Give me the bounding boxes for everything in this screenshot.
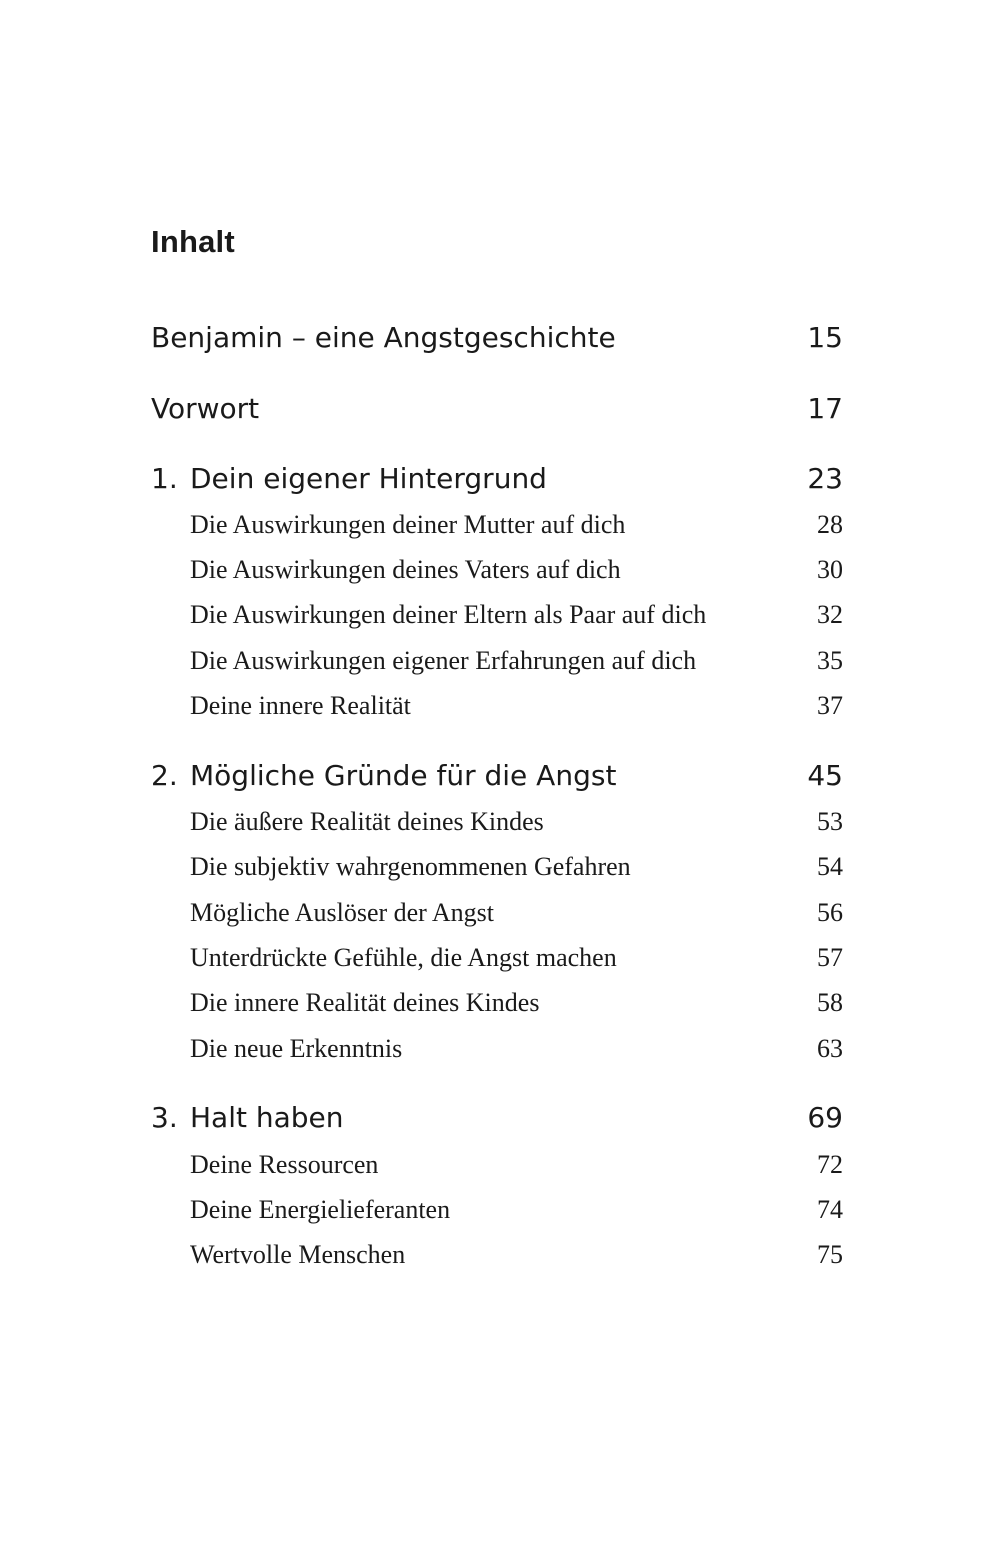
toc-section bbox=[151, 805, 843, 839]
chapter-title: Dein eigener Hintergrund bbox=[190, 462, 547, 495]
chapter-page: 69 bbox=[807, 1101, 843, 1134]
toc-entry-label: Vorwort bbox=[151, 392, 260, 425]
chapter-title: Mögliche Gründe für die Angst bbox=[190, 759, 617, 792]
section-label: Die Auswirkungen deiner Mutter auf dich bbox=[190, 510, 626, 539]
section-page: 56 bbox=[817, 898, 843, 927]
section-label: Mögliche Auslöser der Angst bbox=[190, 898, 495, 927]
toc-chapter-1 bbox=[151, 459, 843, 499]
section-page: 30 bbox=[817, 555, 843, 584]
chapter-number: 1. bbox=[151, 462, 178, 495]
section-label: Die innere Realität deines Kindes bbox=[190, 988, 540, 1017]
section-label: Wertvolle Menschen bbox=[190, 1240, 406, 1269]
chapter-heading bbox=[151, 1098, 344, 1138]
section-label: Unterdrückte Gefühle, die Angst machen bbox=[190, 943, 617, 972]
toc-section bbox=[151, 553, 843, 587]
section-page: 54 bbox=[817, 852, 843, 881]
toc-title: Inhalt bbox=[151, 224, 235, 259]
section-page: 75 bbox=[817, 1240, 843, 1269]
toc-section bbox=[151, 598, 843, 632]
section-label: Deine Ressourcen bbox=[190, 1150, 379, 1179]
toc-section bbox=[151, 941, 843, 975]
toc-section bbox=[151, 644, 843, 678]
section-page: 28 bbox=[817, 510, 843, 539]
chapter-page: 23 bbox=[807, 462, 843, 495]
section-page: 74 bbox=[817, 1195, 843, 1224]
toc-entry-label: Benjamin – eine Angstgeschichte bbox=[151, 321, 616, 354]
toc-section bbox=[151, 508, 843, 542]
section-label: Die äußere Realität deines Kindes bbox=[190, 807, 544, 836]
toc-chapter-2 bbox=[151, 756, 843, 796]
chapter-heading bbox=[151, 459, 547, 499]
toc-entry-vorwort bbox=[151, 389, 843, 429]
toc-section bbox=[151, 850, 843, 884]
section-label: Die Auswirkungen eigener Erfahrungen auf dich bbox=[190, 646, 697, 675]
toc-entry-page: 17 bbox=[807, 392, 843, 425]
toc-section bbox=[151, 1148, 843, 1182]
toc-section bbox=[151, 986, 843, 1020]
toc-section bbox=[151, 689, 843, 723]
section-label: Deine innere Realität bbox=[190, 691, 411, 720]
chapter-number: 3. bbox=[151, 1101, 178, 1134]
section-page: 72 bbox=[817, 1150, 843, 1179]
chapter-page: 45 bbox=[807, 759, 843, 792]
section-page: 35 bbox=[817, 646, 843, 675]
toc-section bbox=[151, 896, 843, 930]
section-page: 53 bbox=[817, 807, 843, 836]
toc-section bbox=[151, 1238, 843, 1272]
section-label: Die Auswirkungen deines Vaters auf dich bbox=[190, 555, 621, 584]
section-page: 57 bbox=[817, 943, 843, 972]
section-label: Die subjektiv wahrgenommenen Gefahren bbox=[190, 852, 631, 881]
section-page: 63 bbox=[817, 1034, 843, 1063]
toc-section bbox=[151, 1193, 843, 1227]
section-label: Die Auswirkungen deiner Eltern als Paar auf dich bbox=[190, 600, 707, 629]
chapter-number: 2. bbox=[151, 759, 178, 792]
section-label: Die neue Erkenntnis bbox=[190, 1034, 403, 1063]
section-label: Deine Energielieferanten bbox=[190, 1195, 451, 1224]
section-page: 32 bbox=[817, 600, 843, 629]
toc-section bbox=[151, 1032, 843, 1066]
section-page: 58 bbox=[817, 988, 843, 1017]
chapter-heading bbox=[151, 756, 616, 796]
toc-chapter-3 bbox=[151, 1098, 843, 1138]
section-page: 37 bbox=[817, 691, 843, 720]
chapter-title: Halt haben bbox=[190, 1101, 344, 1134]
toc-entry-page: 15 bbox=[807, 321, 843, 354]
toc-entry-benjamin bbox=[151, 318, 843, 358]
